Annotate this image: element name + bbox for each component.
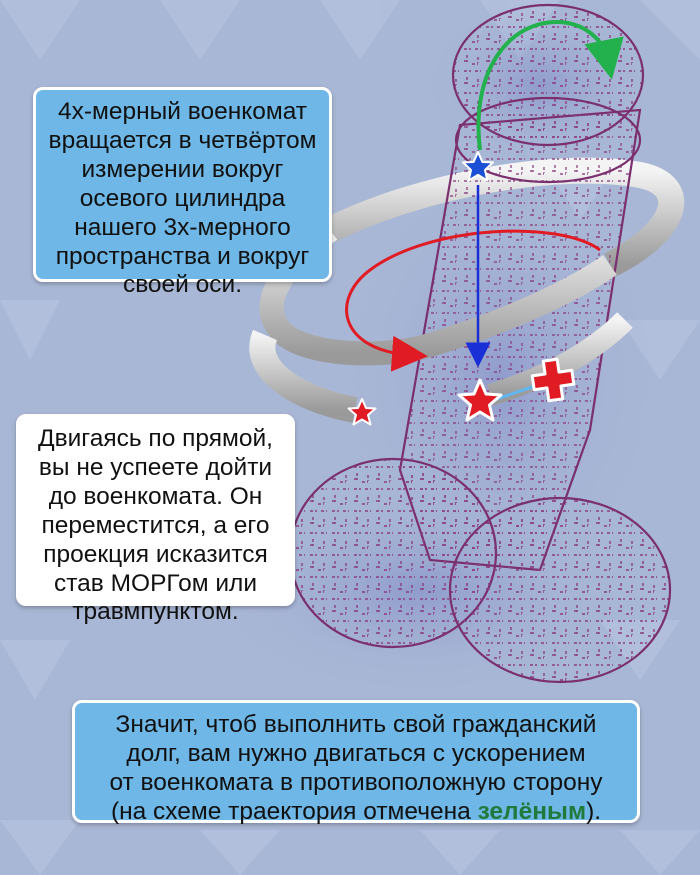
- callout-bottom-last-line: [85, 798, 627, 827]
- green-highlight-word: зелёным: [477, 797, 587, 825]
- callout-left-line: переместится, а его: [41, 511, 270, 539]
- callout-bottom-line: Значит, чтоб выполнить свой гражданский: [115, 711, 597, 738]
- callout-left-line: до военкомата. Он: [48, 482, 263, 510]
- callout-top-line: вращается в четвёртом: [48, 126, 317, 154]
- mesh-top-ellipse: [453, 5, 643, 145]
- callout-bottom-line: долг, вам нужно двигаться с ускорением: [126, 739, 586, 767]
- callout-bottom-line: от военкомата в противоположную сторону: [109, 768, 603, 796]
- callout-left-line: проекция исказится: [43, 540, 268, 568]
- callout-top-line: пространства и вокруг: [55, 242, 310, 270]
- callout-top-line: измерении вокруг: [81, 155, 284, 183]
- callout-conclusion: [72, 700, 640, 823]
- callout-bottom-suffix: ).: [586, 797, 602, 825]
- mesh-right-ball: [450, 498, 670, 682]
- callout-top-line: осевого цилиндра: [79, 184, 286, 212]
- callout-top-line: 4х-мерный военкомат: [57, 98, 308, 125]
- callout-straight-path-explanation: [16, 414, 295, 626]
- callout-bottom-prefix: (на схеме траектория отмечена: [110, 797, 478, 825]
- callout-top-line: своей оси.: [122, 271, 243, 299]
- callout-left-line: вы не успеете дойти: [38, 453, 273, 481]
- callout-left-line: став МОРГом или: [53, 569, 258, 597]
- callout-left-line: Двигаясь по прямой,: [38, 425, 273, 452]
- callout-left-line: травмпунктом.: [72, 598, 239, 626]
- callout-top-line: нашего 3х-мерного: [74, 213, 291, 241]
- callout-rotation-explanation: [33, 87, 332, 299]
